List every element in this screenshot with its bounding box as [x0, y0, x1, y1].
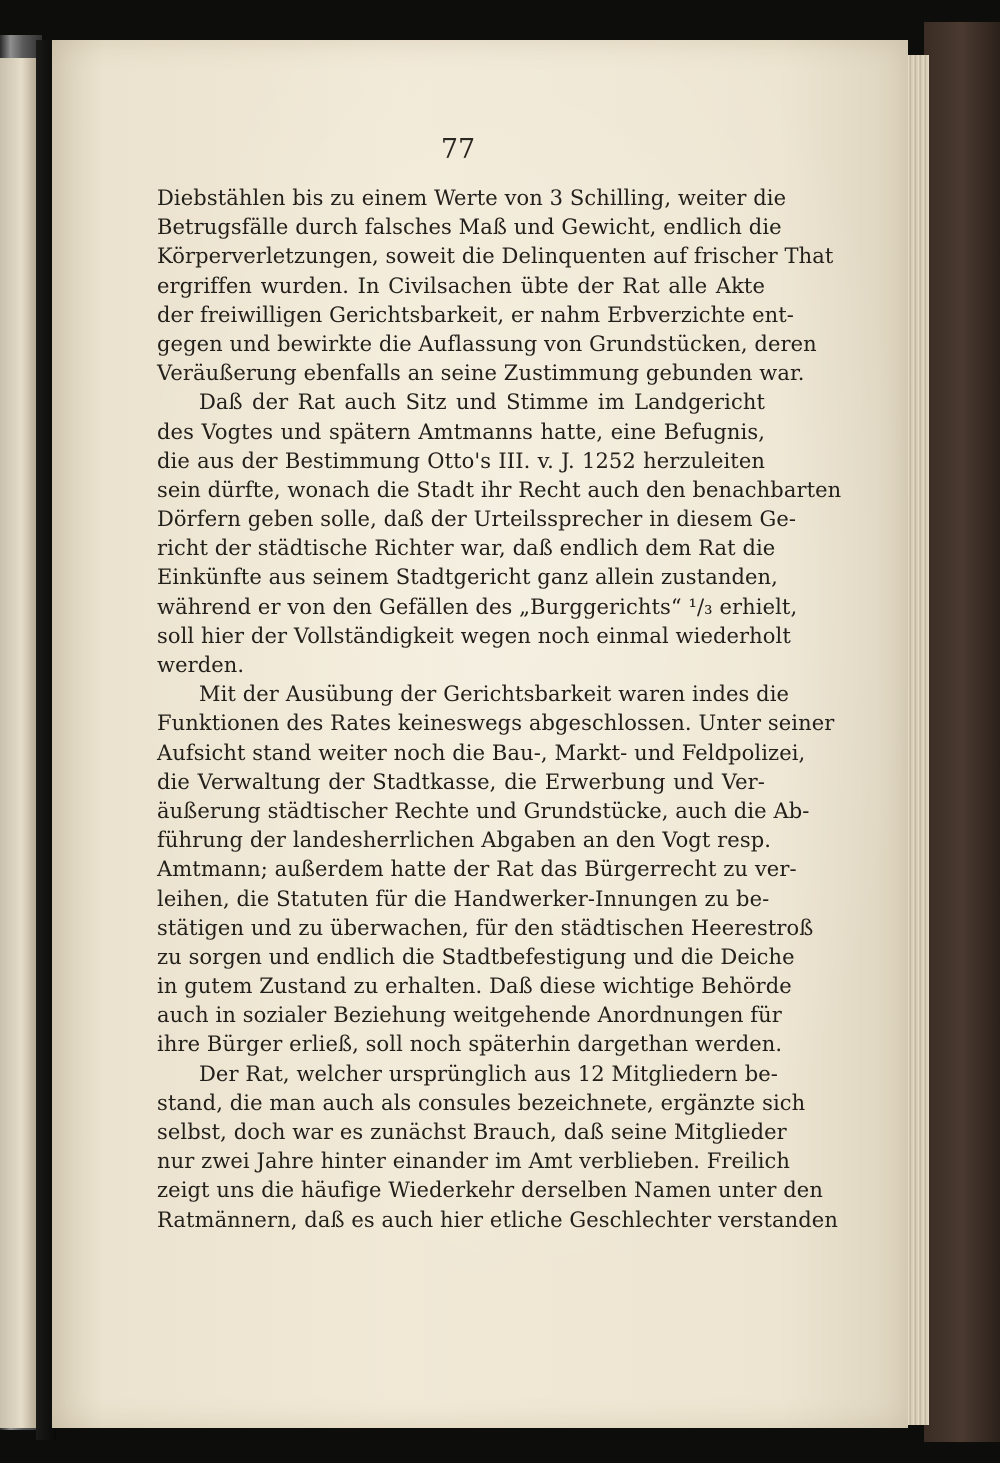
page-number: 77 [440, 134, 476, 165]
left-page-edge [0, 58, 36, 1428]
text-line: auch in sozialer Beziehung weitgehende Anordnungen für [157, 1003, 782, 1028]
text-line: zeigt uns die häufige Wiederkehr derselben Namen unter den [157, 1178, 823, 1203]
page-text [157, 184, 842, 1235]
text-line: die Verwaltung der Stadtkasse, die Erwerbung und Ver- [157, 769, 765, 794]
text-line: sein dürfte, wonach die Stadt ihr Recht auch den benachbarten [157, 477, 842, 502]
text-line: des Vogtes und spätern Amtmanns hatte, eine Befugnis, [157, 419, 765, 444]
text-line: der freiwilligen Gerichtsbarkeit, er nahm Erbverzichte ent- [157, 302, 795, 327]
text-line: werden. [157, 653, 245, 677]
text-line: in gutem Zustand zu erhalten. Daß diese wichtige Behörde [157, 974, 792, 999]
text-line: äußerung städtischer Rechte und Grundstücke, auch die Ab- [157, 798, 810, 823]
text-line: Veräußerung ebenfalls an seine Zustimmung gebunden war. [157, 361, 805, 386]
text-line: Der Rat, welcher ursprünglich aus 12 Mitgliedern be- [199, 1061, 778, 1086]
text-line: leihen, die Statuten für die Handwerker-Innungen zu be- [157, 886, 770, 911]
text-line: Ratmännern, daß es auch hier etliche Geschlechter verstanden [157, 1207, 838, 1232]
text-line: Dörfern geben solle, daß der Urteilssprecher in diesem Ge- [157, 507, 797, 532]
text-line: Einkünfte aus seinem Stadtgericht ganz allein zustanden, [157, 565, 778, 590]
text-line: selbst, doch war es zunächst Brauch, daß seine Mitglieder [157, 1120, 787, 1144]
text-line: während er von den Gefällen des „Burggerichts“ ¹/₃ erhielt, [157, 594, 798, 619]
text-line: richt der städtische Richter war, daß endlich dem Rat die [157, 536, 776, 561]
text-line: ergriffen wurden. In Civilsachen übte der Rat alle Akte [157, 273, 765, 298]
text-line: führung der landesherrlichen Abgaben an den Vogt resp. [157, 828, 772, 853]
text-line: ihre Bürger erließ, soll noch späterhin dargethan werden. [157, 1032, 783, 1057]
text-line: Aufsicht stand weiter noch die Bau-, Markt- und Feldpolizei, [157, 740, 806, 765]
text-line: stand, die man auch als consules bezeichnete, ergänzte sich [157, 1090, 806, 1115]
text-line: soll hier der Vollständigkeit wegen noch einmal wiederholt [157, 623, 791, 648]
text-line: stätigen und zu überwachen, für den städtischen Heerestroß [157, 915, 814, 940]
text-line: Diebstählen bis zu einem Werte von 3 Schilling, weiter die [157, 186, 787, 210]
text-line: gegen und bewirkte die Auflassung von Grundstücken, deren [157, 331, 817, 356]
text-line: Funktionen des Rates keineswegs abgeschlossen. Unter seiner [157, 711, 835, 736]
text-line: Daß der Rat auch Sitz und Stimme im Landgericht [199, 390, 765, 415]
text-line: zu sorgen und endlich die Stadtbefestigung und die Deiche [157, 944, 795, 969]
text-line: nur zwei Jahre hinter einander im Amt verblieben. Freilich [157, 1149, 791, 1174]
text-line: Betrugsfälle durch falsches Maß und Gewicht, endlich die [157, 215, 782, 240]
text-line: Amtmann; außerdem hatte der Rat das Bürgerrecht zu ver- [157, 857, 797, 882]
text-line: Mit der Ausübung der Gerichtsbarkeit waren indes die [199, 682, 790, 707]
text-line: Körperverletzungen, soweit die Delinquenten auf frischer That [157, 244, 834, 269]
text-line: die aus der Bestimmung Otto's III. v. J. 1252 herzuleiten [157, 448, 765, 473]
book-cover-right [924, 22, 1000, 1442]
